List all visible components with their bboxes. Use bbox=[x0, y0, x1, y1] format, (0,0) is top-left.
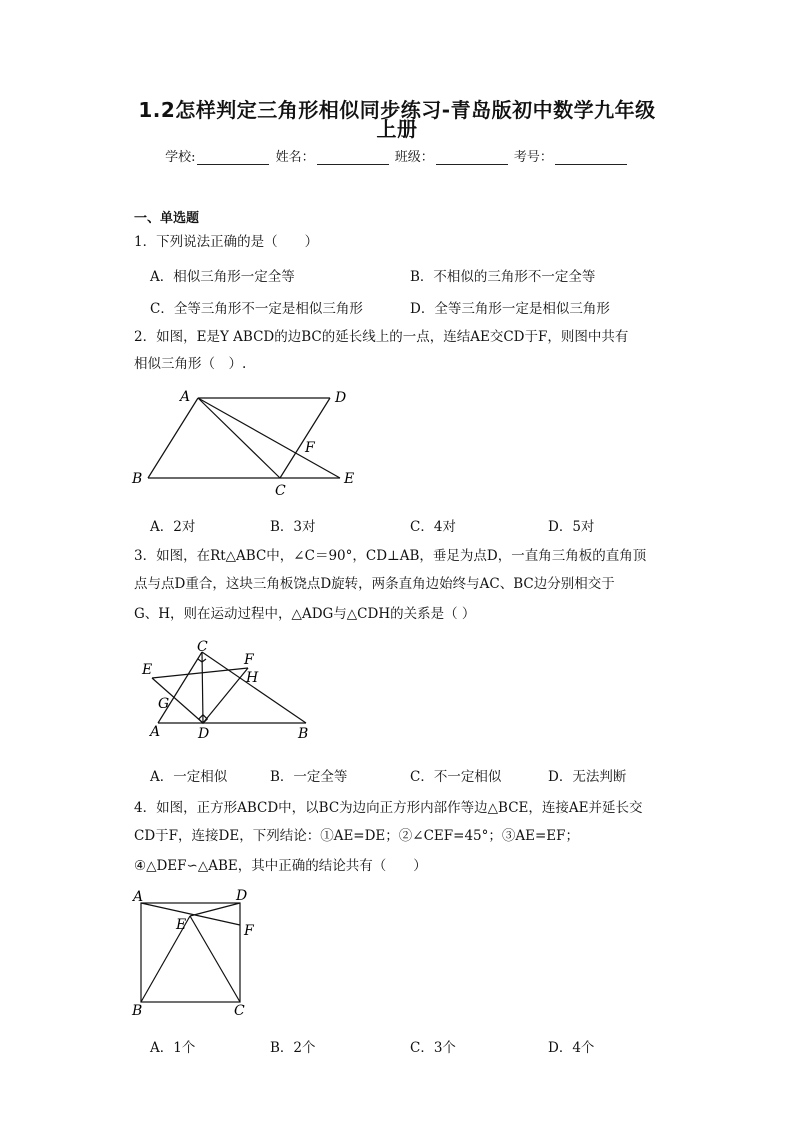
q3-option-c[interactable]: C．不一定相似 bbox=[410, 769, 502, 785]
q4-option-b[interactable]: B．2个 bbox=[270, 1040, 316, 1056]
name-blank[interactable] bbox=[317, 150, 389, 165]
school-blank[interactable] bbox=[197, 150, 269, 165]
q4-label-f: F bbox=[244, 923, 254, 939]
q3-label-a: A bbox=[150, 724, 161, 740]
q2-label-e: E bbox=[344, 471, 355, 487]
q2-label-c: C bbox=[275, 483, 286, 499]
number-blank[interactable] bbox=[555, 150, 627, 165]
q4-label-a: A bbox=[133, 889, 144, 905]
q3-triangle-figure bbox=[136, 640, 326, 744]
class-label: 班级： bbox=[394, 150, 434, 165]
q4-label-d: D bbox=[236, 888, 248, 904]
q4-label-b: B bbox=[132, 1003, 143, 1019]
q4-square-figure bbox=[128, 885, 263, 1020]
name-label: 姓名： bbox=[275, 150, 315, 165]
q4-label-e: E bbox=[176, 917, 187, 933]
q1-option-a[interactable]: A．相似三角形一定全等 bbox=[150, 269, 295, 285]
q3-label-h: H bbox=[246, 670, 259, 686]
section-heading: 一、单选题 bbox=[134, 211, 200, 226]
q4-option-d[interactable]: D．4个 bbox=[548, 1040, 595, 1056]
q4-option-a[interactable]: A．1个 bbox=[150, 1040, 196, 1056]
q3-option-b[interactable]: B．一定全等 bbox=[270, 769, 348, 785]
q3-label-b: B bbox=[298, 726, 309, 742]
page-title-line2: 上册 bbox=[376, 117, 418, 141]
q3-label-e: E bbox=[142, 662, 153, 678]
q2-option-c[interactable]: C．4对 bbox=[410, 519, 456, 535]
q3-option-a[interactable]: A．一定相似 bbox=[150, 769, 228, 785]
question-3-stem-line3: G、H，则在运动过程中，△ADG与△CDH的关系是（ ） bbox=[134, 606, 476, 622]
q1-option-d[interactable]: D．全等三角形一定是相似三角形 bbox=[410, 301, 610, 317]
q1-option-b[interactable]: B．不相似的三角形不一定全等 bbox=[410, 269, 596, 285]
class-blank[interactable] bbox=[436, 150, 508, 165]
question-2-stem-line1: 2．如图，E是Y ABCD的边BC的延长线上的一点，连结AE交CD于F，则图中共有 bbox=[134, 329, 629, 345]
q2-option-a[interactable]: A．2对 bbox=[150, 519, 196, 535]
number-label: 考号： bbox=[513, 150, 553, 165]
q2-label-f: F bbox=[305, 440, 315, 456]
page-title-line1: 1.2怎样判定三角形相似同步练习-青岛版初中数学九年级 bbox=[138, 98, 656, 122]
q2-parallelogram-figure bbox=[128, 385, 368, 500]
q4-label-c: C bbox=[234, 1003, 245, 1019]
q3-option-d[interactable]: D．无法判断 bbox=[548, 769, 627, 785]
q3-label-d: D bbox=[198, 726, 210, 742]
q4-option-c[interactable]: C．3个 bbox=[410, 1040, 456, 1056]
q3-label-f: F bbox=[244, 652, 254, 668]
q2-label-d: D bbox=[335, 390, 347, 406]
question-1-stem: 1．下列说法正确的是（ ） bbox=[134, 234, 319, 250]
q2-option-d[interactable]: D．5对 bbox=[548, 519, 595, 535]
student-info-row bbox=[0, 146, 794, 165]
school-label: 学校: bbox=[165, 150, 196, 165]
q3-label-c: C bbox=[197, 640, 208, 655]
question-3-stem-line2: 点与点D重合，这块三角板饶点D旋转，两条直角边始终与AC、BC边分别相交于 bbox=[134, 576, 615, 592]
q3-label-g: G bbox=[158, 696, 170, 712]
question-2-stem-line2: 相似三角形（ ）. bbox=[134, 356, 247, 372]
question-4-stem-line3: ④△DEF∽△ABE，其中正确的结论共有（ ） bbox=[134, 858, 427, 874]
q2-label-a: A bbox=[180, 389, 191, 405]
question-4-stem-line1: 4．如图，正方形ABCD中，以BC为边向正方形内部作等边△BCE，连接AE并延长交 bbox=[134, 800, 643, 816]
q2-option-b[interactable]: B．3对 bbox=[270, 519, 316, 535]
q2-label-b: B bbox=[132, 471, 143, 487]
q1-option-c[interactable]: C．全等三角形不一定是相似三角形 bbox=[150, 301, 363, 317]
question-3-stem-line1: 3．如图，在Rt△ABC中，∠C＝90°，CD⊥AB，垂足为点D，一直角三角板的直角顶 bbox=[134, 548, 647, 564]
question-4-stem-line2: CD于F，连接DE，下列结论：①AE=DE；②∠CEF=45°；③AE=EF； bbox=[134, 828, 580, 844]
